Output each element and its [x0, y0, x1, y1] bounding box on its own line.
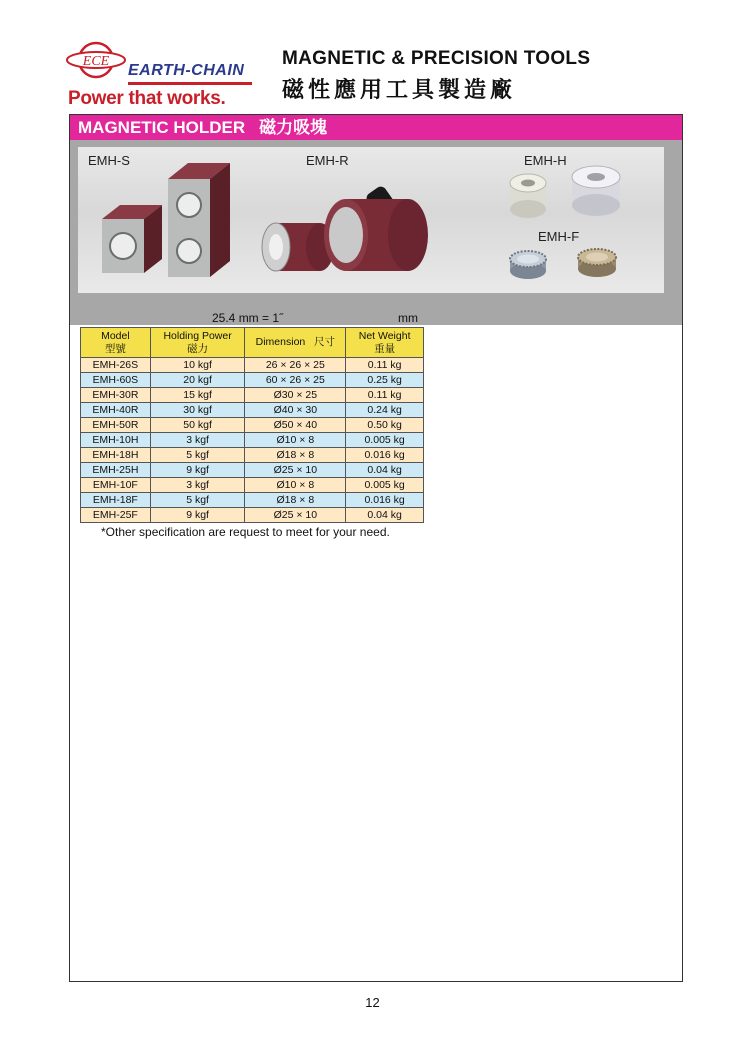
cell-model: EMH-40R — [81, 403, 151, 418]
emh-h-large-ring-icon — [572, 166, 620, 216]
cell-net-weight: 0.11 kg — [346, 358, 424, 373]
cell-dimension: Ø40 × 30 — [245, 403, 346, 418]
emh-s-large-block-icon — [168, 163, 230, 277]
cell-dimension: Ø30 × 25 — [245, 388, 346, 403]
content-frame — [69, 114, 683, 982]
table-row — [81, 433, 424, 448]
unit-conversion: 25.4 mm = 1˝ — [212, 311, 284, 325]
emh-r-small-cylinder-icon — [262, 223, 334, 271]
spec-table — [80, 327, 424, 523]
header-model: Model 型號 — [81, 328, 151, 358]
cell-model: EMH-10F — [81, 478, 151, 493]
section-title-zh: 磁力吸塊 — [259, 118, 328, 137]
cell-model: EMH-18H — [81, 448, 151, 463]
header-holding-power: Holding Power 磁力 — [150, 328, 245, 358]
table-row — [81, 493, 424, 508]
cell-net-weight: 0.24 kg — [346, 403, 424, 418]
cell-model: EMH-18F — [81, 493, 151, 508]
header-net-weight: Net Weight 重量 — [346, 328, 424, 358]
cell-net-weight: 0.005 kg — [346, 433, 424, 448]
table-row — [81, 403, 424, 418]
cell-dimension: Ø18 × 8 — [245, 493, 346, 508]
cell-holding-power: 5 kgf — [150, 448, 245, 463]
ece-emblem-icon — [66, 40, 128, 82]
cell-dimension: Ø10 × 8 — [245, 478, 346, 493]
company-name: EARTH-CHAIN — [128, 62, 245, 79]
cell-net-weight: 0.11 kg — [346, 388, 424, 403]
cell-holding-power: 3 kgf — [150, 478, 245, 493]
cell-model: EMH-25F — [81, 508, 151, 523]
cell-net-weight: 0.005 kg — [346, 478, 424, 493]
table-row — [81, 358, 424, 373]
catalog-title-zh: 磁性應用工具製造廠 — [282, 77, 517, 102]
cell-model: EMH-60S — [81, 373, 151, 388]
table-header-row — [81, 328, 424, 358]
unit-label: mm — [398, 311, 418, 325]
table-row — [81, 508, 424, 523]
photo-label-emh-r: EMH-R — [306, 153, 349, 168]
cell-dimension: 60 × 26 × 25 — [245, 373, 346, 388]
cell-net-weight: 0.016 kg — [346, 448, 424, 463]
cell-net-weight: 0.04 kg — [346, 508, 424, 523]
cell-model: EMH-30R — [81, 388, 151, 403]
cell-net-weight: 0.50 kg — [346, 418, 424, 433]
cell-dimension: Ø25 × 10 — [245, 463, 346, 478]
header-dimension: Dimension 尺寸 — [245, 328, 346, 358]
product-photo — [78, 147, 664, 293]
table-row — [81, 388, 424, 403]
table-row — [81, 478, 424, 493]
cell-dimension: Ø25 × 10 — [245, 508, 346, 523]
company-logo — [66, 40, 266, 110]
cell-holding-power: 30 kgf — [150, 403, 245, 418]
photo-label-emh-h: EMH-H — [524, 153, 567, 168]
cell-dimension: Ø50 × 40 — [245, 418, 346, 433]
emh-r-large-cylinder-icon — [324, 184, 428, 271]
cell-net-weight: 0.016 kg — [346, 493, 424, 508]
cell-holding-power: 9 kgf — [150, 463, 245, 478]
table-row — [81, 418, 424, 433]
spec-note: *Other specification are request to meet for your need. — [101, 525, 390, 539]
emh-f-knurled-magnet-gold-icon — [578, 249, 616, 277]
table-row — [81, 463, 424, 478]
cell-model: EMH-50R — [81, 418, 151, 433]
product-illustration — [78, 147, 664, 293]
section-title-en: MAGNETIC HOLDER — [78, 118, 246, 137]
cell-holding-power: 10 kgf — [150, 358, 245, 373]
cell-net-weight: 0.04 kg — [346, 463, 424, 478]
emh-h-small-ring-icon — [510, 174, 546, 218]
cell-dimension: Ø10 × 8 — [245, 433, 346, 448]
table-row — [81, 373, 424, 388]
cell-holding-power: 3 kgf — [150, 433, 245, 448]
product-photo-band — [70, 140, 682, 325]
cell-dimension: Ø18 × 8 — [245, 448, 346, 463]
emh-f-knurled-magnet-icon — [510, 251, 546, 279]
catalog-title-en: MAGNETIC & PRECISION TOOLS — [282, 48, 591, 69]
cell-holding-power: 20 kgf — [150, 373, 245, 388]
photo-label-emh-f: EMH-F — [538, 229, 580, 244]
page-number: 12 — [365, 995, 380, 1010]
cell-model: EMH-10H — [81, 433, 151, 448]
svg-text:ECE: ECE — [82, 54, 110, 69]
company-slogan: Power that works. — [68, 88, 226, 109]
logo-underline — [128, 82, 252, 85]
cell-net-weight: 0.25 kg — [346, 373, 424, 388]
cell-holding-power: 5 kgf — [150, 493, 245, 508]
cell-model: EMH-25H — [81, 463, 151, 478]
cell-holding-power: 9 kgf — [150, 508, 245, 523]
photo-label-emh-s: EMH-S — [88, 153, 130, 168]
section-title-bar — [70, 115, 682, 140]
cell-dimension: 26 × 26 × 25 — [245, 358, 346, 373]
cell-holding-power: 15 kgf — [150, 388, 245, 403]
cell-model: EMH-26S — [81, 358, 151, 373]
table-row — [81, 448, 424, 463]
emh-s-small-block-icon — [102, 205, 162, 273]
cell-holding-power: 50 kgf — [150, 418, 245, 433]
